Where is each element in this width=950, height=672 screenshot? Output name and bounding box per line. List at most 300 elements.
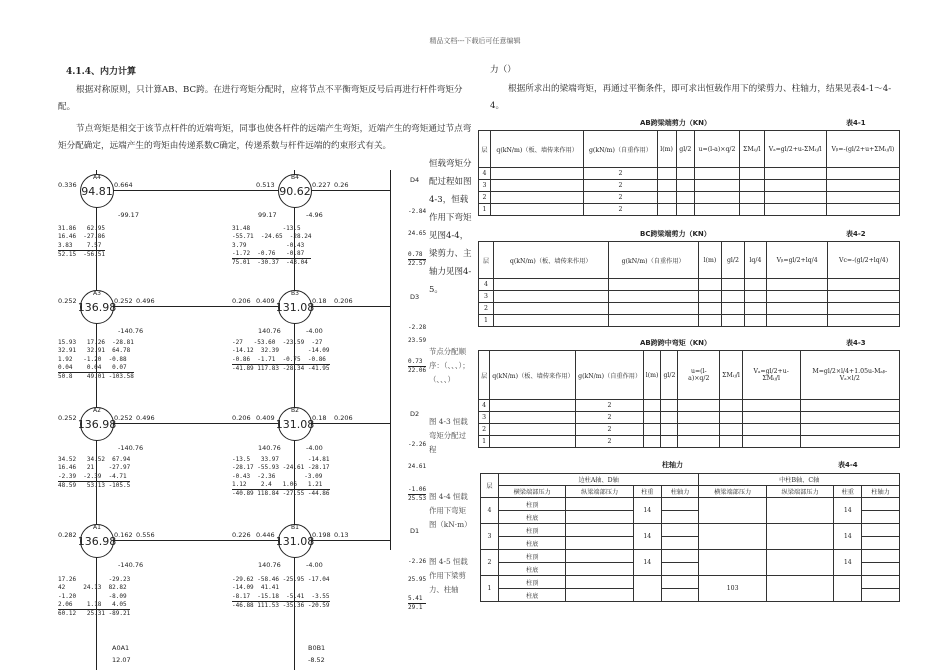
table-header-cell: q(kN/m)（板、墙传来作用） (493, 242, 608, 279)
table-4-3-num: 表4-3 (846, 339, 866, 347)
table-cell (490, 436, 576, 448)
position-cell: 柱顶 (498, 498, 565, 511)
table-cell (764, 180, 826, 192)
table-cell (661, 498, 699, 511)
beam-3-right (310, 306, 390, 307)
column-weight-cell: 14 (834, 550, 862, 576)
table-cell: 2 (576, 400, 644, 412)
table-header-cell: 边柱A轴、D轴 (498, 474, 699, 486)
table-cell (566, 550, 633, 563)
column-weight-cell: 14 (633, 524, 661, 550)
table-header-cell: l(m) (643, 351, 661, 400)
table-row (479, 279, 900, 291)
floor-cell: 4 (481, 498, 499, 524)
table-cell: 2 (584, 168, 657, 180)
table-cell (608, 315, 698, 327)
table-cell: 1 (479, 315, 494, 327)
table-cell: 2 (479, 424, 490, 436)
table-4-2-num: 表4-2 (846, 230, 866, 238)
table-cell (742, 424, 800, 436)
table-cell (491, 168, 584, 180)
table-cell (678, 424, 720, 436)
table-cell (800, 400, 899, 412)
table-cell (491, 204, 584, 216)
table-cell (766, 550, 833, 576)
right-intro-1: 力（） (490, 65, 516, 75)
table-cell (828, 291, 900, 303)
table-cell (608, 279, 698, 291)
table-header-cell: 柱轴力 (661, 486, 699, 498)
table-cell (722, 303, 744, 315)
position-cell: 柱顶 (498, 550, 565, 563)
table-row (479, 180, 900, 192)
table-header-cell: 柱重 (633, 486, 661, 498)
table-cell (722, 291, 744, 303)
label-d3: D3 (410, 293, 420, 301)
table-header-cell: g(kN/m)（自重作用） (576, 351, 644, 400)
label-d2: D2 (410, 410, 420, 418)
table-cell (661, 589, 699, 602)
table-cell: 2 (576, 412, 644, 424)
fem-b4-2: -4.96 (306, 211, 323, 219)
table-header-cell: Vₐ=gl/2+u-ΣMᵢⱼ/l (764, 131, 826, 168)
table-cell (764, 192, 826, 204)
df-b1-3: 0.198 (312, 531, 331, 539)
bottom-b-label: B0B1 (308, 644, 326, 652)
table-cell (643, 436, 661, 448)
table-4-2-title: BC跨梁端剪力（KN） (640, 230, 711, 238)
beam-3 (112, 306, 278, 307)
table-cell (720, 436, 743, 448)
table-cell (566, 511, 633, 524)
table-4-1 (478, 130, 900, 216)
table-cell (800, 436, 899, 448)
table-cell (493, 291, 608, 303)
table-row (479, 400, 900, 412)
table-cell (740, 192, 764, 204)
fem-a1: -140.76 (118, 561, 144, 569)
table-cell (566, 537, 633, 550)
table-cell (566, 563, 633, 576)
df-b1-2: 0.446 (256, 531, 275, 539)
table-header-cell: 纵梁端部压力 (766, 486, 833, 498)
table-cell (566, 589, 633, 602)
table-header-cell: u=(l-a)×q/2 (678, 351, 720, 400)
df-b1-1: 0.226 (232, 531, 251, 539)
table-cell: 3 (479, 412, 490, 424)
df-a1-2: 0.162 (114, 531, 133, 539)
table-cell (862, 524, 900, 537)
df-a1-1: 0.282 (58, 531, 77, 539)
table-cell (698, 291, 721, 303)
table-cell (661, 511, 699, 524)
df-b3-1: 0.206 (232, 297, 251, 305)
node-b2: B2 131.08 (278, 407, 312, 441)
label-d1: D1 (410, 527, 420, 535)
table-row (479, 436, 900, 448)
table-cell (740, 204, 764, 216)
table-row (481, 524, 900, 537)
table-cell (722, 315, 744, 327)
table-cell (643, 412, 661, 424)
table-header-cell: 中柱B轴、C轴 (699, 474, 900, 486)
calc-b1: -29.62 -58.46 -25.95 -17.04 -14.09 41.41 -8.17 -15.18 -5.41 -3.55 -46.88 111.53 -35.36 -20.59 (232, 576, 330, 609)
table-cell (491, 180, 584, 192)
table-cell (767, 303, 828, 315)
table-cell (694, 204, 739, 216)
table-cell (742, 412, 800, 424)
table-cell: 2 (576, 424, 644, 436)
table-cell (862, 511, 900, 524)
node-a4: A4 94.81 (80, 174, 114, 208)
table-cell (828, 279, 900, 291)
df-a2-1: 0.252 (58, 414, 77, 422)
position-cell: 柱顶 (498, 524, 565, 537)
table-cell (694, 192, 739, 204)
table-header-cell: g(kN/m)（自重作用） (584, 131, 657, 168)
df-b2-2: 0.409 (256, 414, 275, 422)
table-cell (862, 589, 900, 602)
table-cell (766, 524, 833, 550)
table-cell (699, 498, 766, 524)
table-header-cell: 层 (479, 351, 490, 400)
table-cell (608, 291, 698, 303)
table-cell (720, 400, 743, 412)
table-header-row (481, 474, 900, 486)
table-cell (720, 424, 743, 436)
calc-b2: -13.5 33.97 -14.81 -28.17 -55.93 -24.61 -28.17 -0.43 -2.36 -3.09 1.12 2.4 1.06 1.21 -40.89 118.84 -27.55 -44.86 (232, 456, 330, 498)
table-cell: 4 (479, 400, 490, 412)
table-cell (694, 168, 739, 180)
df-b2-4: 0.206 (334, 414, 353, 422)
table-header-row (479, 131, 900, 168)
table-cell (698, 315, 721, 327)
df-a4-2: 0.664 (114, 181, 133, 189)
table-header-cell: l(m) (698, 242, 721, 279)
table-cell (657, 204, 676, 216)
column-weight-cell (633, 576, 661, 602)
table-cell (767, 291, 828, 303)
table-cell (493, 279, 608, 291)
calc-b3: -27 -53.60 -23.59 -27 -14.12 32.39 -14.09 -0.86 -1.71 -0.75 -0.86 -41.89 117.83 -28.34 -41.95 (232, 339, 330, 372)
table-header-cell: 横梁端部压力 (498, 486, 565, 498)
bottom-a-value: 12.07 (112, 656, 131, 664)
table-cell (490, 400, 576, 412)
table-header-cell: q(kN/m)（板、墙传来作用） (491, 131, 584, 168)
table-cell (661, 400, 678, 412)
table-header-cell: l(m) (657, 131, 676, 168)
table-row (481, 498, 900, 511)
position-cell: 柱底 (498, 563, 565, 576)
table-cell: 103 (699, 576, 766, 602)
fem-b1-2: -4.00 (306, 561, 323, 569)
fem-b4-1: 99.17 (258, 211, 277, 219)
table-cell (767, 315, 828, 327)
node-a2: A2 136.98 (80, 407, 114, 441)
table-4-4 (480, 473, 900, 602)
table-cell (862, 550, 900, 563)
beam-4-right (310, 190, 390, 191)
table-cell: 2 (584, 204, 657, 216)
table-cell (828, 303, 900, 315)
table-header-cell: 层 (479, 131, 491, 168)
floor-cell: 3 (481, 524, 499, 550)
df-a3-1: 0.252 (58, 297, 77, 305)
table-cell (661, 424, 678, 436)
table-cell (764, 168, 826, 180)
table-cell (678, 436, 720, 448)
floor-cell: 2 (481, 550, 499, 576)
column-weight-cell: 14 (834, 524, 862, 550)
fem-a2: -140.76 (118, 444, 144, 452)
end-d4: -2.84 24.65 0.78 22.57 (408, 208, 427, 267)
df-a2-2: 0.252 (114, 414, 133, 422)
beam-1 (112, 540, 278, 541)
mid-text-c: 图 4-3 恒载弯矩分配过程 (429, 417, 468, 454)
position-cell: 柱底 (498, 537, 565, 550)
table-header-row (479, 351, 900, 400)
table-cell (566, 524, 633, 537)
calc-b4: 31.48 -13.5 -55.71 -24.65 -28.24 3.79 -0.43 -1.72 -0.76 -0.87 75.01 -30.37 -43.04 (232, 225, 312, 267)
table-cell (698, 279, 721, 291)
mid-text-a: 恒载弯矩分配过程如图4-3，恒载作用下弯矩见图4-4，梁剪力、主轴力见图4-5。 (429, 159, 472, 295)
table-4-2 (478, 241, 900, 327)
table-cell: 3 (479, 291, 494, 303)
mid-text-d: 图 4-4 恒载作用下弯矩图（kN·m） (429, 492, 472, 529)
table-header-cell: g(kN/m)（自重作用） (608, 242, 698, 279)
calc-a2: 34.52 34.52 67.94 16.46 21 -27.97 -2.39 -2.39 -4.71 48.59 53.13 -105.5 (58, 456, 131, 489)
df-b2-3: 0.18 (312, 414, 327, 422)
table-4-4-title: 柱轴力 (662, 461, 683, 469)
table-row (481, 576, 900, 589)
table-header-cell: Vc=-(gl/2+lq/4) (828, 242, 900, 279)
table-header-cell: ΣMᵢⱼ/l (720, 351, 743, 400)
table-4-4-num: 表4-4 (838, 461, 858, 469)
table-header-cell: 柱重 (834, 486, 862, 498)
table-4-1-title: AB跨梁端剪力（KN） (640, 119, 712, 127)
table-cell (744, 303, 766, 315)
table-cell: 1 (479, 436, 490, 448)
table-cell (862, 563, 900, 576)
table-header-cell: gl/2 (722, 242, 744, 279)
table-cell (657, 192, 676, 204)
end-d3: -2.28 23.59 0.73 22.06 (408, 324, 427, 374)
table-cell (862, 537, 900, 550)
calc-a1: 17.26 -29.23 42 24.13 82.82 -1.20 -8.09 2.06 1.18 4.05 60.12 25.31 -89.21 (58, 576, 131, 618)
table-cell: 2 (584, 180, 657, 192)
table-cell (493, 303, 608, 315)
df-a3-2: 0.252 (114, 297, 133, 305)
table-cell (566, 498, 633, 511)
table-cell (643, 424, 661, 436)
beam-2-right (310, 423, 390, 424)
df-a3-3: 0.496 (136, 297, 155, 305)
table-cell (744, 279, 766, 291)
fem-b3-2: -4.00 (306, 327, 323, 335)
df-b3-4: 0.206 (334, 297, 353, 305)
table-cell (678, 400, 720, 412)
table-cell (676, 204, 694, 216)
table-cell (698, 303, 721, 315)
table-header-cell: ΣMᵢⱼ/l (740, 131, 764, 168)
table-cell: 2 (584, 192, 657, 204)
beam-4 (112, 190, 278, 191)
table-header-cell: 层 (481, 474, 499, 498)
table-header-cell: lq/4 (744, 242, 766, 279)
table-header-row (479, 242, 900, 279)
table-cell (490, 424, 576, 436)
table-cell: 2 (576, 436, 644, 448)
table-header-cell: 纵梁端部压力 (566, 486, 633, 498)
table-cell (862, 498, 900, 511)
table-cell (661, 563, 699, 576)
table-cell (661, 550, 699, 563)
table-header-cell: gl/2 (676, 131, 694, 168)
table-cell: 4 (479, 168, 491, 180)
table-cell (490, 412, 576, 424)
table-cell (643, 400, 661, 412)
table-cell (826, 180, 899, 192)
page-header: 精品文档---下载后可任意编辑 (429, 37, 521, 45)
table-cell (661, 576, 699, 589)
right-intro-2: 根据所求出的梁端弯矩，再通过平衡条件，即可求出恒载作用下的梁剪力、柱轴力，结果见表4-1～4-4。 (490, 84, 892, 111)
table-cell (767, 279, 828, 291)
table-cell (694, 180, 739, 192)
table-4-1-num: 表4-1 (846, 119, 866, 127)
table-cell (676, 180, 694, 192)
bottom-a-label: A0A1 (112, 644, 130, 652)
table-cell: 1 (479, 204, 491, 216)
table-cell (862, 576, 900, 589)
table-cell (742, 400, 800, 412)
fem-b2-1: 140.76 (258, 444, 281, 452)
table-cell (699, 524, 766, 550)
paragraph-2: 节点弯矩是相交于该节点杆件的近端弯矩，同事也使各杆件的远端产生弯矩，近端产生的弯矩通过节点弯矩分配确定，远端产生的弯矩由传递系数C确定，传递系数与杆件远端的约束形式有关。 (58, 124, 472, 151)
calc-a4: 31.86 62.95 16.46 -27.86 3.83 7.57 52.15 -56.51 (58, 225, 105, 258)
table-row (479, 303, 900, 315)
table-cell (826, 204, 899, 216)
table-cell (828, 315, 900, 327)
df-a2-3: 0.496 (136, 414, 155, 422)
table-cell: 3 (479, 180, 491, 192)
table-cell (657, 180, 676, 192)
table-cell (740, 168, 764, 180)
table-cell (720, 412, 743, 424)
df-b2-1: 0.206 (232, 414, 251, 422)
table-4-3 (478, 350, 900, 448)
fem-a4: -99.17 (118, 211, 139, 219)
table-cell (740, 180, 764, 192)
table-header-cell: gl/2 (661, 351, 678, 400)
table-row (479, 192, 900, 204)
end-d1: -2.26 25.95 5.41 29.1 (408, 558, 427, 611)
end-d2: -2.26 24.61 -1.06 25.53 (408, 441, 427, 502)
column-weight-cell: 14 (633, 550, 661, 576)
label-d4: D4 (410, 176, 420, 184)
table-cell (800, 424, 899, 436)
table-row (479, 168, 900, 180)
df-b4-1: 0.513 (256, 181, 275, 189)
df-b3-3: 0.18 (312, 297, 327, 305)
table-cell (493, 315, 608, 327)
calc-a3: 15.93 17.26 -28.81 32.91 32.91 64.78 1.92 -1.20 -0.88 0.04 0.04 0.07 50.8 49.01 -103.58 (58, 339, 134, 381)
column-line-d (390, 170, 391, 550)
table-cell (826, 192, 899, 204)
table-cell (491, 192, 584, 204)
table-cell (676, 192, 694, 204)
fem-b2-2: -4.00 (306, 444, 323, 452)
node-a1: A1 136.98 (80, 524, 114, 558)
table-cell (608, 303, 698, 315)
table-cell (661, 537, 699, 550)
mid-text-e: 图 4-5 恒载作用下梁剪力、柱轴 (429, 557, 468, 594)
position-cell: 柱底 (498, 511, 565, 524)
table-header-cell: u=(l-a)×q/2 (694, 131, 739, 168)
section-title: 4.1.4、内力计算 (66, 67, 137, 77)
df-b4-2: 0.227 (312, 181, 331, 189)
table-cell (661, 524, 699, 537)
table-row (479, 291, 900, 303)
table-header-cell: Vᵦ=gl/2+lq/4 (767, 242, 828, 279)
table-header-cell: q(kN/m)（板、墙传来作用） (490, 351, 576, 400)
table-header-cell: 层 (479, 242, 494, 279)
beam-2 (112, 423, 278, 424)
mid-text-b: 节点分配顺序：（、、、）；（、、、） (429, 347, 470, 384)
fem-b3-1: 140.76 (258, 327, 281, 335)
table-cell (566, 576, 633, 589)
table-cell (766, 498, 833, 524)
position-cell: 柱顶 (498, 576, 565, 589)
table-row (479, 412, 900, 424)
table-header-cell: 柱轴力 (862, 486, 900, 498)
df-a4-1: 0.336 (58, 181, 77, 189)
table-cell (661, 436, 678, 448)
column-weight-cell: 14 (834, 498, 862, 524)
node-b3: B3 131.08 (278, 290, 312, 324)
table-cell (722, 279, 744, 291)
table-header-row (481, 486, 900, 498)
moment-distribution-diagram (0, 0, 430, 672)
position-cell: 柱底 (498, 589, 565, 602)
table-header-cell: 横梁端部压力 (699, 486, 766, 498)
table-cell (764, 204, 826, 216)
df-b1-4: 0.13 (334, 531, 349, 539)
node-a3: A3 136.98 (80, 290, 114, 324)
df-a1-3: 0.556 (136, 531, 155, 539)
table-cell: 2 (479, 303, 494, 315)
node-b1: B1 131.08 (278, 524, 312, 558)
fem-b1-1: 140.76 (258, 561, 281, 569)
floor-cell: 1 (481, 576, 499, 602)
table-row (479, 424, 900, 436)
table-row (479, 204, 900, 216)
table-cell (742, 436, 800, 448)
table-cell: 2 (479, 192, 491, 204)
table-cell (657, 168, 676, 180)
table-row (481, 550, 900, 563)
table-cell (744, 315, 766, 327)
df-b3-2: 0.409 (256, 297, 275, 305)
beam-1-right (310, 540, 390, 541)
table-cell (678, 412, 720, 424)
column-weight-cell (834, 576, 862, 602)
table-header-cell: M=gl/2×l/4+1.05u-Mₐᵦ-Vₐ×l/2 (800, 351, 899, 400)
table-cell (676, 168, 694, 180)
table-cell: 4 (479, 279, 494, 291)
paragraph-1: 根据对称原则，只计算AB、BC跨。在进行弯矩分配时，应将节点不平衡弯矩反号后再进行杆件弯矩分配。 (58, 85, 463, 112)
table-4-3-title: AB跨跨中弯矩（KN） (640, 339, 712, 347)
table-cell (699, 550, 766, 576)
